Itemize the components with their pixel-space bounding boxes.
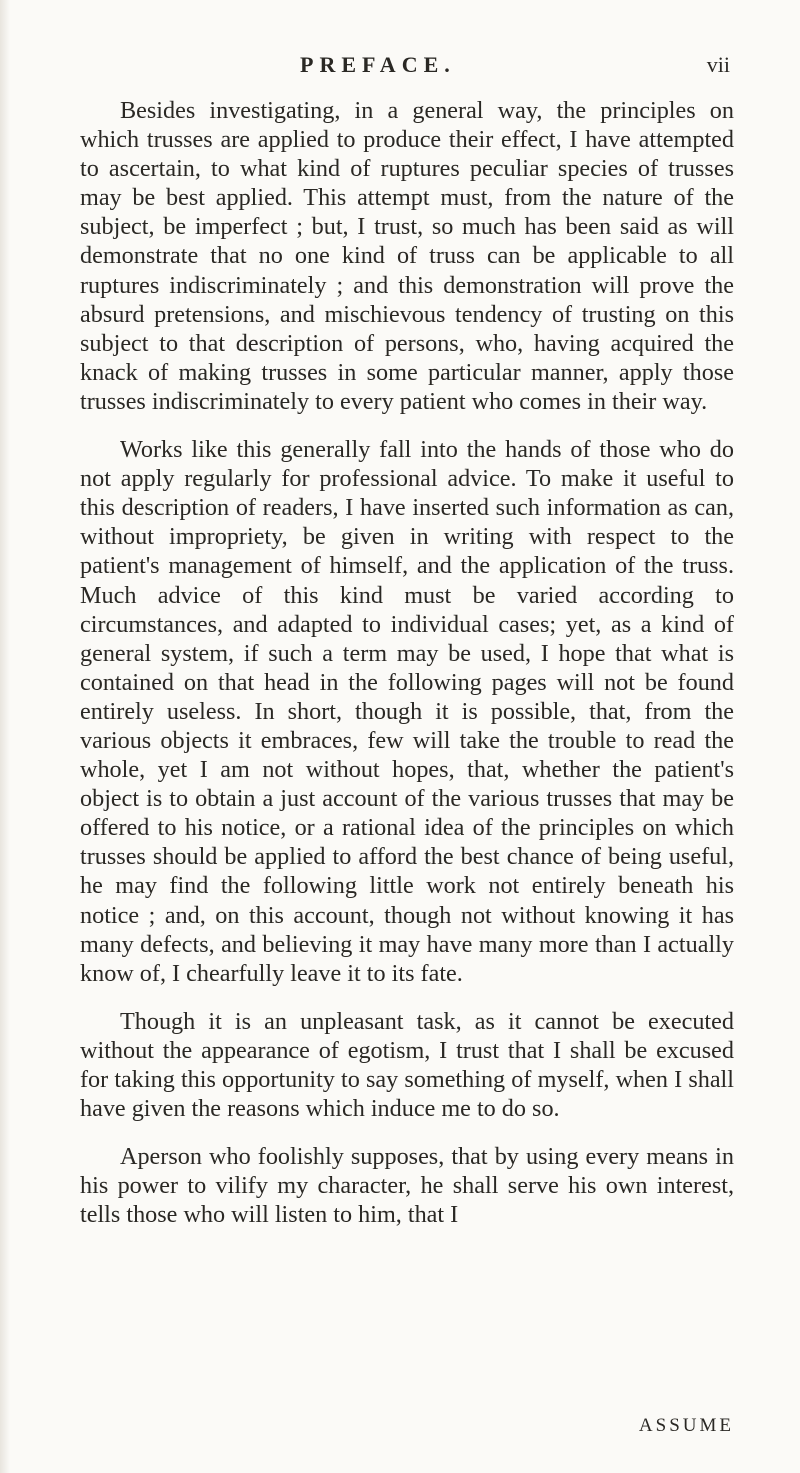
body-text xyxy=(80,96,734,1229)
paragraph: Besides investigating, in a general way, the principles on which trusses are applied to produce their effect, I have attempted to ascertain, to what kind of ruptures peculiar species of trusses may be best applied. This attempt must, from the nature of the subject, be imperfect ; but, I trust, so much has been said as will demonstrate that no one kind of truss can be applicable to all ruptures indiscriminately ; and this demonstration will prove the absurd pretensions, and mischievous tendency of trusting on this subject to that description of persons, who, having acquired the knack of making trusses in some particular manner, apply those trusses indiscriminately to every patient who comes in their way. xyxy=(80,97,734,415)
running-head xyxy=(80,52,730,82)
page-number: vii xyxy=(706,52,730,77)
running-title: PREFACE. xyxy=(300,52,456,77)
catchword: ASSUME xyxy=(638,1415,734,1436)
paragraph: Though it is an unpleasant task, as it cannot be executed without the appearance of egotism, I trust that I shall be excused for taking this opportunity to say something of myself, when I shall have given the reasons which induce me to do so. xyxy=(80,1007,734,1123)
binding-shadow xyxy=(0,0,10,1473)
paragraph: Works like this generally fall into the hands of those who do not apply regularly for professional advice. To make it useful to this description of readers, I have inserted such information as can, without impropriety, be given in writing with respect to the patient's management of himself, and the application of the truss. Much advice of this kind must be varied according to circumstances, and adapted to individual cases; yet, as a kind of general system, if such a term may be used, I hope that what is contained on that head in the following pages will not be found entirely useless. In short, though it is possible, that, from the various objects it embraces, few will take the trouble to read the whole, yet I am not without hopes, that, whether the patient's object is to obtain a just account of the various trusses that may be offered to his notice, or a rational idea of the principles on which trusses should be applied to afford the best chance of being useful, he may find the following little work not entirely beneath his notice ; and, on this account, though not without knowing it has many defects, and believing it may have many more than I actually know of, I chearfully leave it to its fate. xyxy=(80,436,734,987)
paragraph: Aperson who foolishly supposes, that by using every means in his power to vilify my character, he shall serve his own interest, tells those who will listen to him, that I xyxy=(80,1143,734,1229)
